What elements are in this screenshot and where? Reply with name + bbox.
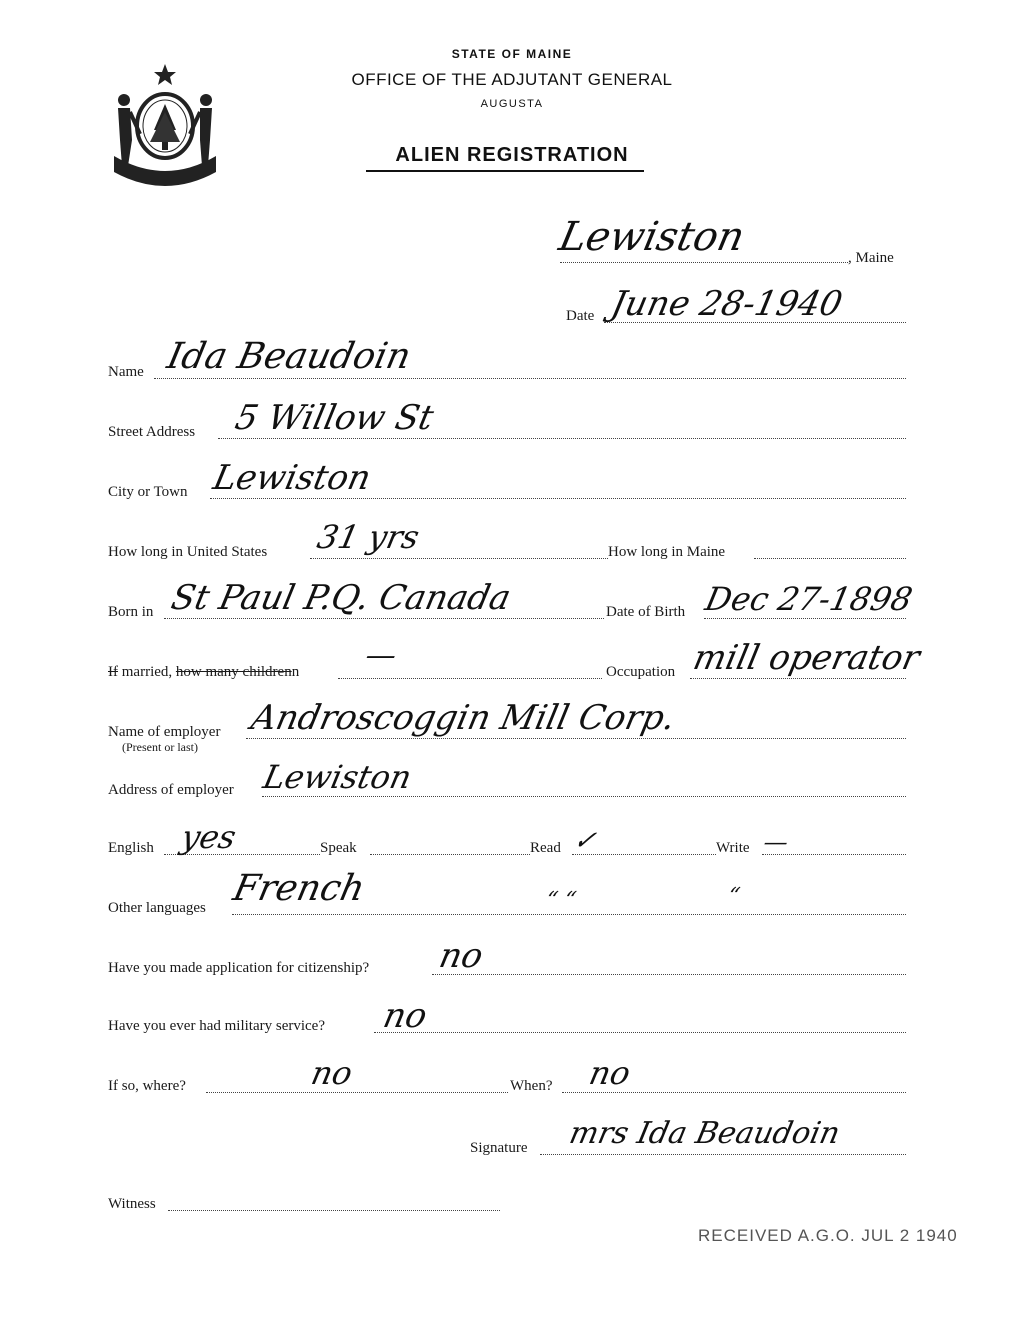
dob-line	[704, 618, 906, 619]
employer-sublabel: (Present or last)	[122, 740, 198, 754]
read-line	[572, 854, 716, 855]
married-label	[108, 664, 299, 681]
write-label: Write	[716, 840, 750, 856]
signature-value: mrs Ida Beaudoin	[566, 1116, 844, 1151]
occupation-value: mill operator	[689, 638, 924, 678]
title-underline	[366, 170, 644, 172]
married-if-struck: If	[108, 664, 118, 680]
speak-label: Speak	[320, 840, 357, 856]
signature-line	[540, 1154, 906, 1155]
location-line	[560, 262, 848, 263]
english-value: yes	[177, 818, 240, 856]
born-in-label: Born in	[108, 604, 154, 620]
dob-label: Date of Birth	[606, 604, 686, 620]
read-label: Read	[530, 840, 561, 856]
when-line	[562, 1092, 906, 1093]
street-line	[218, 438, 906, 439]
military-line	[374, 1032, 906, 1033]
speak-line	[370, 854, 530, 855]
employer-line	[246, 738, 906, 739]
military-label: Have you ever had military service?	[108, 1018, 325, 1034]
married-line	[338, 678, 602, 679]
other-languages-ditto-write: “	[725, 884, 742, 909]
street-label: Street Address	[108, 424, 196, 440]
how-long-us-label: How long in United States	[108, 544, 268, 560]
employer-address-value: Lewiston	[259, 758, 416, 796]
received-stamp: RECEIVED A.G.O. JUL 2 1940	[698, 1226, 958, 1245]
witness-label: Witness	[108, 1196, 156, 1212]
english-label: English	[108, 840, 154, 856]
other-languages-value: French	[229, 868, 369, 909]
city-heading: AUGUSTA	[480, 98, 544, 110]
office-heading: OFFICE OF THE ADJUTANT GENERAL	[351, 70, 673, 89]
location-suffix: , Maine	[848, 250, 894, 266]
citizenship-value: no	[435, 936, 487, 976]
other-languages-ditto-read: “ “	[543, 888, 579, 913]
how-long-us-value: 31 yrs	[313, 518, 423, 556]
how-long-us-line	[310, 558, 608, 559]
state-heading: STATE OF MAINE	[451, 47, 573, 61]
name-value: Ida Beaudoin	[163, 336, 415, 377]
name-label: Name	[108, 364, 144, 380]
married-mid: married,	[118, 664, 176, 680]
employer-address-label: Address of employer	[108, 782, 234, 798]
form-title: ALIEN REGISTRATION	[395, 144, 629, 166]
married-value: —	[362, 638, 400, 673]
citizenship-line	[432, 974, 906, 975]
born-in-value: St Paul P.Q. Canada	[167, 578, 515, 618]
military-value: no	[379, 996, 431, 1036]
occupation-line	[690, 678, 906, 679]
employer-address-line	[262, 796, 906, 797]
how-long-maine-label: How long in Maine	[608, 544, 726, 560]
location-value: Lewiston	[555, 214, 749, 260]
married-how-struck: how many children	[175, 664, 292, 680]
where-line	[206, 1092, 508, 1093]
name-line	[154, 378, 906, 379]
street-value: 5 Willow St	[231, 398, 438, 438]
occupation-label: Occupation	[606, 664, 676, 680]
where-label: If so, where?	[108, 1078, 186, 1094]
witness-line	[168, 1210, 500, 1211]
dob-value: Dec 27-1898	[701, 580, 916, 618]
city-label: City or Town	[108, 484, 188, 500]
married-end: n	[291, 664, 300, 680]
read-value: ✓	[570, 826, 599, 856]
employer-value: Androscoggin Mill Corp.	[247, 698, 679, 738]
how-long-maine-line	[754, 558, 906, 559]
when-value: no	[585, 1054, 634, 1092]
date-value: June 28-1940	[607, 284, 846, 324]
when-label: When?	[510, 1078, 553, 1094]
date-label: Date	[566, 308, 595, 324]
city-value: Lewiston	[209, 458, 375, 498]
where-value: no	[307, 1054, 356, 1092]
city-line	[210, 498, 906, 499]
other-languages-line	[232, 914, 906, 915]
date-line	[604, 322, 906, 323]
write-value: —	[761, 828, 791, 856]
citizenship-label: Have you made application for citizenship?	[108, 960, 370, 976]
other-languages-label: Other languages	[108, 900, 206, 916]
born-in-line	[164, 618, 604, 619]
employer-label: Name of employer	[108, 724, 221, 740]
signature-label: Signature	[470, 1140, 528, 1156]
